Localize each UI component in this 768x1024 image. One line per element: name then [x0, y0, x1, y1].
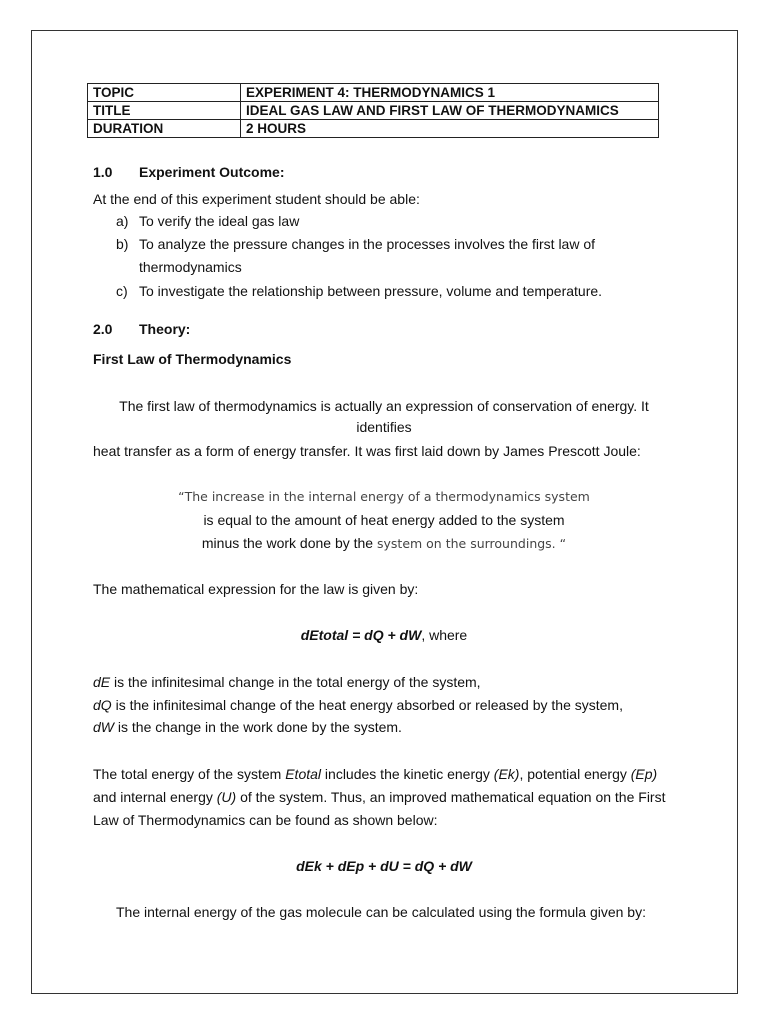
energy-text: of the system. Thus, an improved mathematical equation on the First: [236, 789, 666, 805]
title-label: TITLE: [88, 102, 241, 120]
definition-dw-symbol: dW: [93, 719, 114, 735]
energy-paragraph-line3: Law of Thermodynamics can be found as shown below:: [93, 812, 438, 828]
outcome-item-a: To verify the ideal gas law: [139, 213, 300, 229]
joule-quote-line1: “The increase in the internal energy of a thermodynamics system: [178, 489, 590, 504]
outcome-item-c: To investigate the relationship between pressure, volume and temperature.: [139, 283, 603, 299]
section2-title: Theory:: [139, 321, 191, 337]
outcome-item-b: To analyze the pressure changes in the processes involves the first law of: [139, 236, 596, 252]
outcome-marker-a: a): [116, 213, 129, 229]
theory-paragraph-line3: heat transfer as a form of energy transfer. It was first laid down by James Prescott Joule:: [93, 443, 641, 459]
duration-label: DURATION: [88, 120, 241, 138]
topic-value: EXPERIMENT 4: THERMODYNAMICS 1: [241, 84, 659, 102]
math-intro: The mathematical expression for the law is given by:: [93, 581, 419, 597]
energy-text: and internal energy: [93, 789, 217, 805]
definition-dq-symbol: dQ: [93, 697, 112, 713]
joule-quote-line2: is equal to the amount of heat energy added to the system: [203, 512, 565, 528]
section1-number: 1.0: [93, 164, 113, 180]
theory-paragraph-line1: The first law of thermodynamics is actually an expression of conservation of energy. It: [119, 398, 649, 414]
section1-title: Experiment Outcome:: [139, 164, 285, 180]
u-symbol: (U): [216, 789, 237, 805]
table-row: [88, 102, 659, 120]
theory-paragraph-line2: identifies: [356, 419, 412, 435]
ek-symbol: (Ek): [493, 766, 520, 782]
joule-quote-line3: [87, 534, 681, 553]
ep-symbol: (Ep): [630, 766, 658, 782]
definition-de-symbol: dE: [93, 674, 111, 690]
equation-2: dEk + dEp + dU = dQ + dW: [296, 858, 472, 874]
joule-quote-line3-start: minus the work done by the: [201, 535, 377, 551]
equation-1-suffix: , where: [421, 627, 468, 643]
definition-dw: [93, 718, 402, 736]
internal-energy-paragraph: The internal energy of the gas molecule can be calculated using the formula given by:: [116, 904, 646, 920]
definition-de: [93, 673, 481, 691]
energy-paragraph-line1: [93, 765, 657, 783]
title-value: IDEAL GAS LAW AND FIRST LAW OF THERMODYNAMICS: [241, 102, 659, 120]
etotal-symbol: Etotal: [285, 766, 322, 782]
energy-text: includes the kinetic energy: [321, 766, 494, 782]
section1-intro: At the end of this experiment student should be able:: [93, 191, 420, 207]
energy-text: The total energy of the system: [93, 766, 286, 782]
table-row: [88, 120, 659, 138]
first-law-subheading: First Law of Thermodynamics: [93, 351, 292, 367]
energy-text: , potential energy: [519, 766, 631, 782]
outcome-marker-b: b): [116, 236, 129, 252]
equation-1-formula: dEtotal = dQ + dW: [300, 627, 422, 643]
info-table: [87, 83, 659, 138]
definition-de-text: is the infinitesimal change in the total energy of the system,: [110, 674, 481, 690]
duration-value: 2 HOURS: [241, 120, 659, 138]
definition-dq-text: is the infinitesimal change of the heat energy absorbed or released by the system,: [111, 697, 623, 713]
outcome-marker-c: c): [116, 283, 128, 299]
section2-number: 2.0: [93, 321, 113, 337]
definition-dq: [93, 696, 623, 714]
table-row: [88, 84, 659, 102]
definition-dw-text: is the change in the work done by the system.: [114, 719, 402, 735]
outcome-item-b-continued: thermodynamics: [139, 259, 242, 275]
joule-quote-line3-end: system on the surroundings. “: [377, 536, 567, 551]
energy-paragraph-line2: [93, 788, 666, 806]
topic-label: TOPIC: [88, 84, 241, 102]
equation-1: [87, 626, 681, 644]
